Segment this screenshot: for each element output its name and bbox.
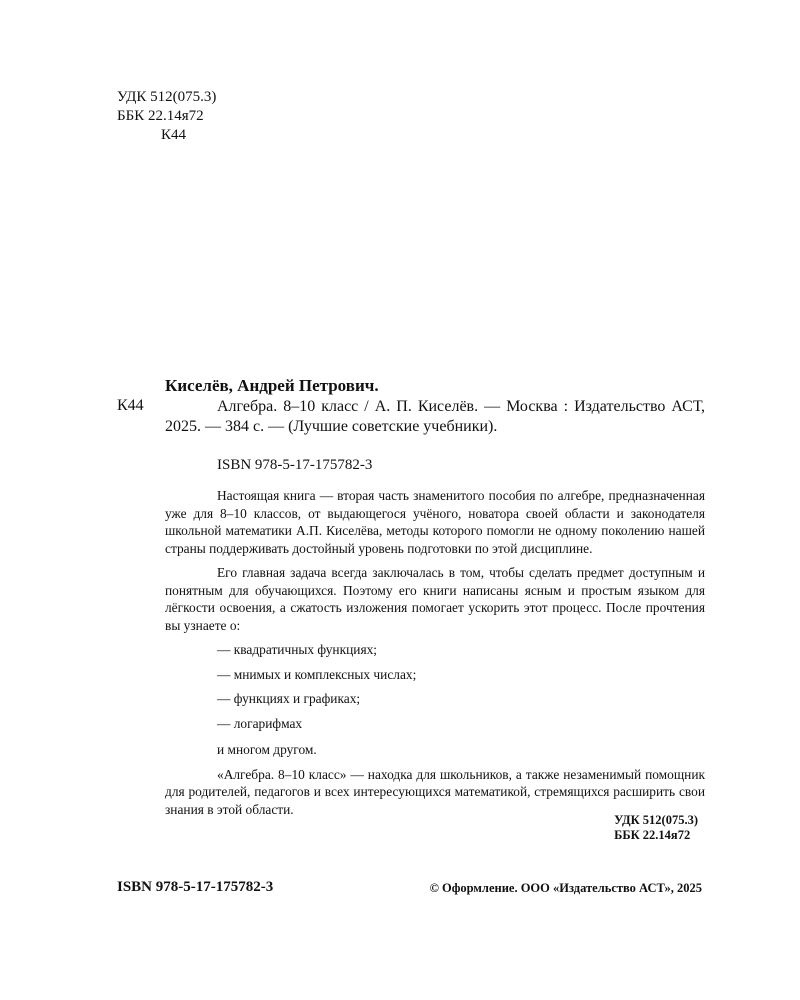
annotation-paragraph: «Алгебра. 8–10 класс» — находка для школьников, а также незаменимый помощник для родителей, педагогов и всех интересующихся математикой, стремящихся расширить свои знания в этой области. [165,766,705,817]
isbn-catalog: ISBN 978-5-17-175782-3 [217,457,373,473]
bbk-code: ББК 22.14я72 [614,828,691,842]
classification-codes-top [117,88,216,145]
bibliographic-description: Алгебра. 8–10 класс / А. П. Киселёв. — Москва : Издательство АСТ, 2025. — 384 с. — (Лучшие советские учебники). [165,398,705,435]
topic-list-item: — мнимых и комплексных числах; [217,666,417,682]
author-heading: Киселёв, Андрей Петрович. [165,376,379,395]
author-mark: К44 [161,127,187,143]
topic-list-item: — квадратичных функциях; [217,642,378,657]
isbn-footer: ISBN 978-5-17-175782-3 [117,879,274,895]
bibliographic-record [165,375,705,475]
classification-codes-bottom [614,813,698,843]
catalog-author-mark: К44 [117,397,144,414]
annotation-paragraph: Настоящая книга — вторая часть знаменитого пособия по алгебре, предназначенная уже для 8–10 классов, от выдающегося учёного, новатора своей области и законодателя школьной математики А.П. Киселёва, методы которого помогли не одному поколению нашей страны поддерживать достойный уровень подготовки по этой дисциплине. [165,488,705,556]
topic-list-item: — логарифмах [217,715,303,731]
annotation-paragraph: Его главная задача всегда заключалась в том, чтобы сделать предмет доступным и понятным для обучающихся. Поэтому его книги написаны ясным и простым языком для лёгкости освоения, а сжатость изложения помогает ускорить этот процесс. После прочтения вы узнаете о: [165,565,705,633]
udk-code: УДК 512(075.3) [117,89,217,105]
topic-list-item: — функциях и графиках; [217,691,361,706]
bbk-code: ББК 22.14я72 [117,108,204,124]
copyright-notice: © Оформление. ООО «Издательство АСТ», 2025 [429,881,702,895]
annotation [165,487,705,818]
topic-list-end: и многом другом. [217,742,317,757]
udk-code: УДК 512(075.3) [614,813,698,827]
